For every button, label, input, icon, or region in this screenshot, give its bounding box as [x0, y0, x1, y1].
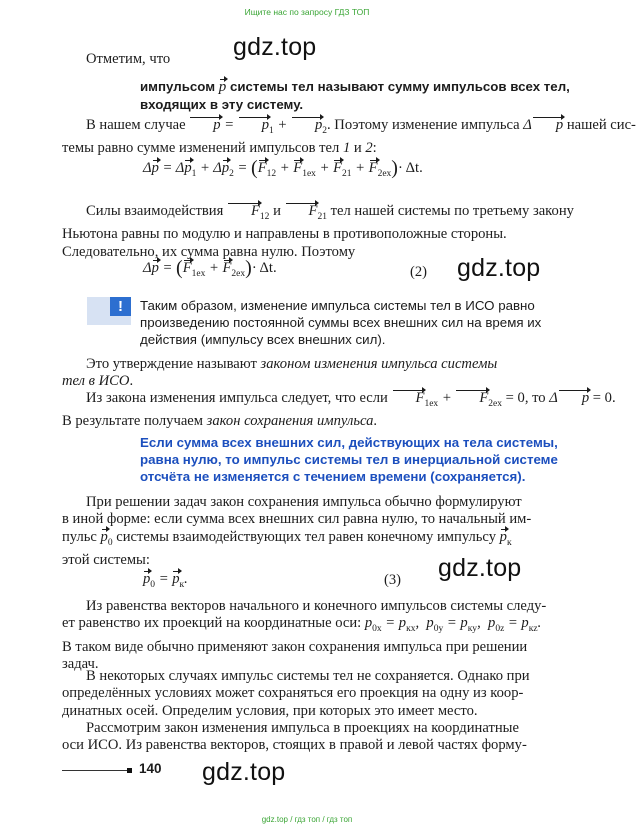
para6-line1: Из равенства векторов начального и конечного импульсов системы следу- — [86, 598, 547, 614]
definition-momentum — [140, 78, 580, 113]
para3-text-a: Это утверждение называют — [86, 356, 257, 372]
para7-line3: динатных осей. Определим условия, при которых это имеет место. — [62, 702, 478, 719]
term-momentum-change-law: законом изменения импульса системы — [260, 356, 498, 372]
important-statement — [140, 297, 580, 348]
law-line1: Если сумма всех внешних сил, действующих на тела системы, — [140, 435, 558, 450]
vector-p0: $p_0$ — [100, 528, 113, 548]
para4-then: , то — [524, 390, 546, 406]
body-number-2: 2 — [365, 140, 373, 157]
para1-text-c: нашей сис- — [566, 117, 636, 133]
para1-line2: темы равно сумме изменений импульсов тел — [62, 140, 340, 157]
para2-line3: Следовательно, их сумма равна нулю. Поэтому — [62, 243, 356, 260]
important-line3: действия (импульсу всех внешних сил). — [140, 332, 386, 347]
exclamation-icon: ! — [110, 297, 131, 316]
para3-dot: . — [129, 373, 134, 390]
top-banner: Ищите нас по запросу ГДЗ ТОП — [244, 7, 370, 17]
paragraph-4 — [62, 390, 616, 431]
para7-line2: определённых условиях может сохраняться его проекция на одну из коор- — [62, 685, 524, 702]
formula-3: $p_0 = p_к$. — [143, 571, 188, 590]
important-line2: произведению постоянной суммы всех внешних сил на время их — [140, 315, 542, 330]
watermark: gdz.top — [438, 554, 522, 582]
paragraph-3 — [62, 356, 572, 391]
paragraph-2 — [62, 203, 572, 261]
para6-line3: В таком виде обычно применяют закон сохранения импульса при решении — [62, 638, 528, 655]
para2-text-b: тел нашей системы по третьему закону — [330, 203, 574, 219]
para1-text-b: . Поэтому изменение импульса — [326, 117, 520, 133]
important-line1: Таким образом, изменение импульса системы тел в ИСО равно — [140, 298, 535, 313]
paragraph-6 — [62, 598, 572, 674]
para8-line1: Рассмотрим закон изменения импульса в проекциях на координатные — [86, 720, 519, 736]
formula-dp-zero: Δ p = 0. — [549, 390, 616, 406]
para1-colon: : — [372, 140, 377, 157]
para8-line2: оси ИСО. Из равенства векторов, стоящих в правой и левой частях форму- — [62, 737, 527, 754]
definition-line2: входящих в эту систему. — [140, 97, 304, 113]
formula-2-tail: · Δt. — [251, 260, 277, 276]
paragraph-1 — [62, 117, 636, 158]
intro-text: Отметим, что — [86, 51, 171, 67]
para2-line2: Ньютона равны по модулю и направлены в противоположные стороны. — [62, 226, 507, 243]
term-momentum-change-law-2: тел в ИСО — [62, 373, 130, 390]
watermark: gdz.top — [457, 254, 541, 282]
page-number-rule — [62, 770, 130, 771]
equation-number-2: (2) — [410, 264, 428, 280]
page-number: 140 — [139, 761, 162, 776]
para5-line1: При решении задач закон сохранения импульса обычно формулируют — [86, 494, 522, 510]
term-conservation-law: закон сохранения импульса — [206, 413, 374, 430]
para5-line4: этой системы: — [62, 552, 150, 569]
para1-and: и — [353, 140, 362, 157]
formula-sum-ext-forces: $F_{1ex} + F_{2ex} = 0$ — [392, 390, 525, 406]
law-line2: равна нулю, то импульс системы тел в инерциальной системе — [140, 452, 558, 467]
para5-line3a: пульс — [62, 528, 97, 545]
watermark: gdz.top — [233, 33, 317, 61]
force-f12: $F_{12}$ — [227, 203, 269, 219]
formula-inline-p: $p = p_1 + p_2$ — [189, 117, 327, 133]
para1-text-a: В нашем случае — [86, 117, 186, 133]
body-number-1: 1 — [342, 140, 351, 157]
paragraph-7 — [62, 668, 572, 720]
definition-post: системы тел называют сумму импульсов всех тел, — [229, 79, 570, 94]
definition-pre: импульсом — [140, 79, 216, 94]
formula-2: $\Delta p = (F_{1ex} + F_{2ex})\cdot \Delta t$. — [143, 257, 277, 279]
para6-line2: ет равенство их проекций на координатные оси: — [62, 615, 362, 632]
conservation-law-statement — [140, 434, 580, 485]
vector-pk: $p_к$ — [499, 528, 512, 548]
formula-1-tail: · Δt. — [397, 160, 423, 176]
para2-text-a: Силы взаимодействия — [86, 203, 224, 219]
para2-and: и — [273, 203, 281, 219]
para7-line1: В некоторых случаях импульс системы тел не сохраняется. Однако при — [86, 668, 530, 684]
formula-inline-dp: Δ p — [523, 117, 564, 133]
equation-number-3: (3) — [384, 572, 402, 588]
paragraph-8 — [62, 720, 572, 755]
para4-dot: . — [373, 413, 378, 430]
para4-text-b: В результате получаем — [62, 413, 204, 430]
footer-links[interactable]: gdz.top / гдз топ / гдз топ — [261, 815, 353, 824]
formula-1: $\Delta p = \Delta p_1 + \Delta p_2 = (F_{12} + F_{1ex} + F_{21} + F_{2ex})\cdot \Delta t$. — [143, 157, 423, 179]
page-number-marker — [127, 768, 132, 773]
watermark: gdz.top — [202, 758, 286, 786]
law-line3: отсчёта не изменяется с течением времени (сохраняется). — [140, 469, 526, 484]
paragraph-5 — [62, 494, 572, 570]
formula-projections: $p_{0x} = p_{кx}$, $p_{0y} = p_{кy}$, $p_{0z} = p_{кz}$. — [364, 615, 542, 635]
para5-line2: в иной форме: если сумма всех внешних сил равна нулю, то начальный им- — [62, 511, 532, 528]
para4-eq0b: = 0. — [592, 390, 616, 406]
para5-line3b: системы взаимодействующих тел равен конечному импульсу — [116, 528, 497, 545]
para4-eq0: = 0 — [505, 390, 525, 406]
force-f21: $F_{21}$ — [285, 203, 327, 219]
para4-text-a: Из закона изменения импульса следует, что если — [86, 390, 388, 406]
vector-p: p — [218, 79, 227, 95]
para6-line4: задач. — [62, 656, 99, 673]
